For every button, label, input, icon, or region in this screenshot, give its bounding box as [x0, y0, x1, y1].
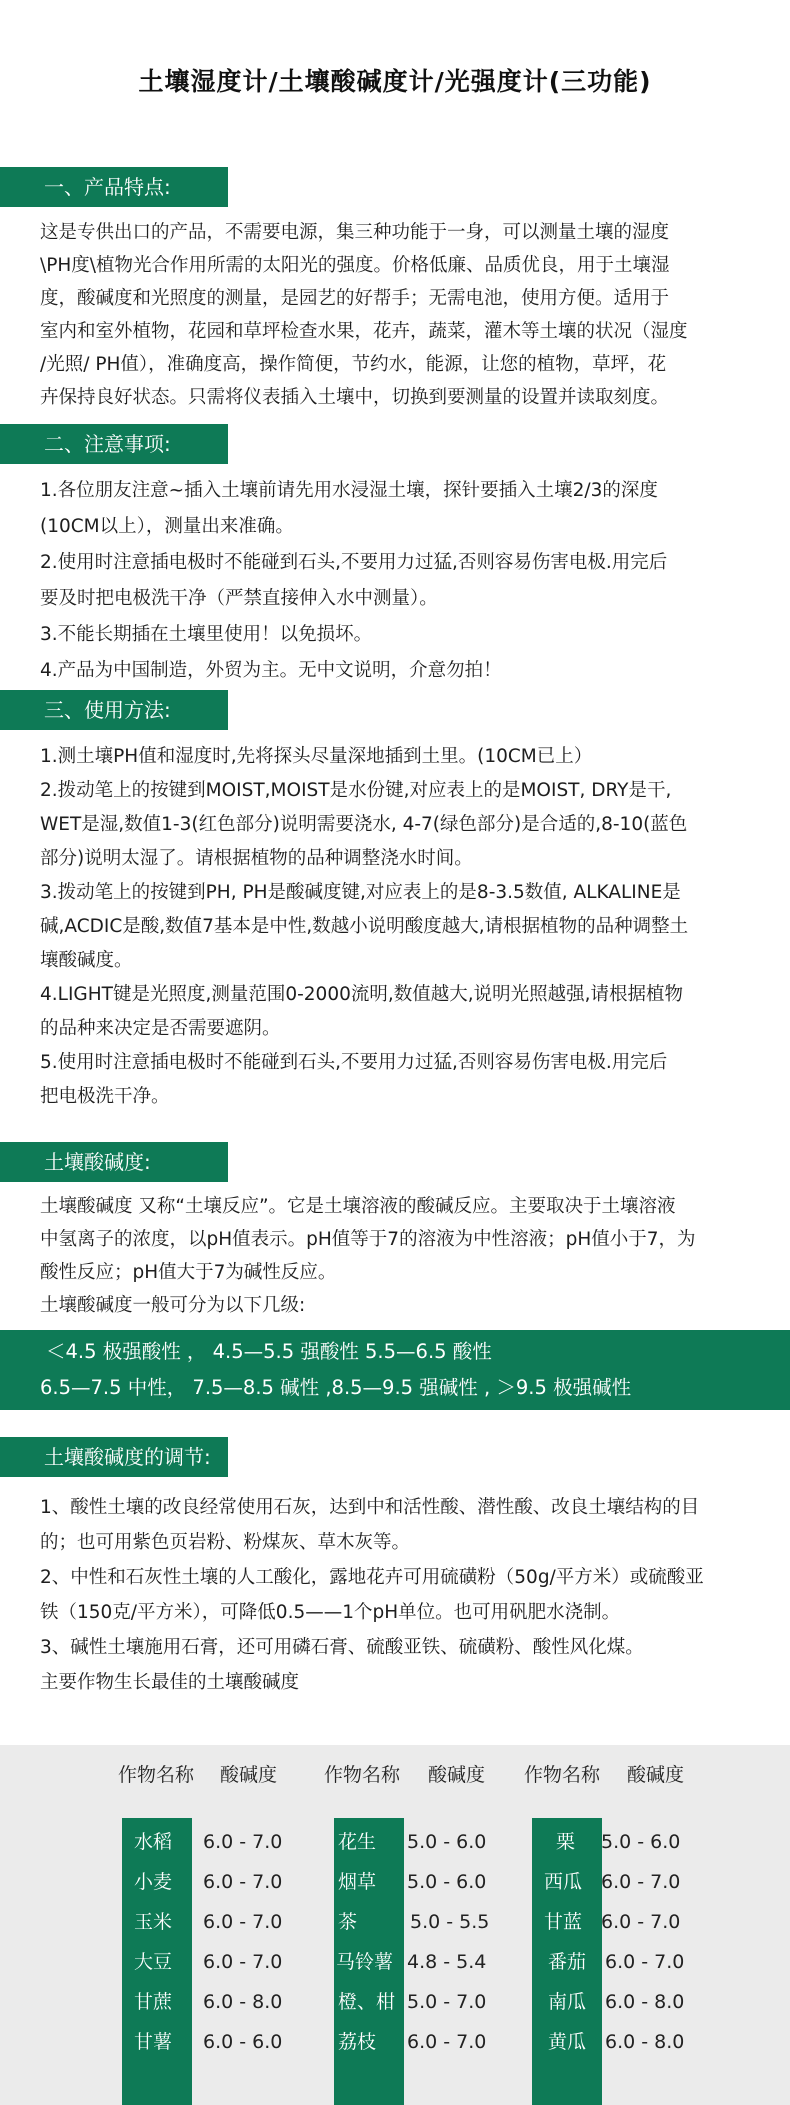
section-heading-usage: 三、使用方法: — [0, 690, 228, 730]
text-line: 室内和室外植物，花园和草坪检查水果，花卉，蔬菜，灌木等土壤的状况（湿度 — [40, 321, 688, 342]
crop-name: 荔枝 — [338, 2031, 377, 2053]
text-line: 1.测土壤PH值和湿度时,先将探头尽量深地插到土里。(10CM已上） — [40, 746, 593, 767]
text-line: 2.使用时注意插电极时不能碰到石头,不要用力过猛,否则容易伤害电极.用完后 — [40, 552, 668, 573]
crop-ph-value: 5.0 - 5.5 — [410, 1911, 490, 1933]
text-line: /光照/ PH值），准确度高，操作简便，节约水，能源，让您的植物，草坪，花 — [40, 354, 667, 375]
text-line: 3、碱性土壤施用石膏，还可用磷石膏、硫酸亚铁、硫磺粉、酸性风化煤。 — [40, 1637, 644, 1658]
column-header-crop: 作物名称 — [524, 1764, 601, 1786]
text-line: 5.使用时注意插电极时不能碰到石头,不要用力过猛,否则容易伤害电极.用完后 — [40, 1052, 668, 1073]
text-line: 土壤酸碱度 又称“土壤反应”。它是土壤溶液的酸碱反应。主要取决于土壤溶液 — [40, 1196, 676, 1217]
crop-ph-value: 6.0 - 7.0 — [407, 2031, 487, 2053]
text-line: 卉保持良好状态。只需将仪表插入土壤中，切换到要测量的设置并读取刻度。 — [40, 387, 670, 408]
text-line: 酸性反应；pH值大于7为碱性反应。 — [40, 1262, 337, 1283]
section-heading-acidity: 土壤酸碱度: — [0, 1142, 228, 1182]
column-header-ph: 酸碱度 — [220, 1764, 278, 1786]
text-line: 1.各位朋友注意~插入土壤前请先用水浸湿土壤，探针要插入土壤2/3的深度 — [40, 480, 658, 501]
crop-name: 大豆 — [134, 1951, 173, 1973]
text-line: 的；也可用紫色页岩粉、粉煤灰、草木灰等。 — [40, 1532, 411, 1553]
crop-name: 小麦 — [134, 1871, 173, 1893]
crop-ph-value: 6.0 - 8.0 — [605, 1991, 685, 2013]
crop-name: 水稻 — [134, 1831, 173, 1853]
crop-ph-value: 6.0 - 6.0 — [203, 2031, 283, 2053]
text-line: 土壤酸碱度一般可分为以下几级: — [40, 1295, 306, 1316]
features-text — [40, 216, 760, 414]
text-line: 4.LIGHT键是光照度,测量范围0-2000流明,数值越大,说明光照越强,请根据植物 — [40, 984, 684, 1005]
text-line: 把电极洗干净。 — [40, 1086, 170, 1107]
crop-name: 番茄 — [548, 1951, 587, 1973]
crop-name: 烟草 — [338, 1871, 377, 1893]
crop-name: 甘薯 — [134, 2031, 173, 2053]
page-title: 土壤湿度计/土壤酸碱度计/光强度计(三功能) — [138, 67, 652, 96]
crop-ph-value: 6.0 - 7.0 — [601, 1911, 681, 1933]
text-line: 壤酸碱度。 — [40, 950, 133, 971]
crop-name: 茶 — [338, 1911, 358, 1933]
acidity-text — [40, 1190, 760, 1322]
text-line: 3.拨动笔上的按键到PH, PH是酸碱度键,对应表上的是8-3.5数值, ALKALINE是 — [40, 882, 681, 903]
crop-ph-value: 6.0 - 7.0 — [203, 1951, 283, 1973]
crop-ph-value: 6.0 - 7.0 — [203, 1831, 283, 1853]
text-line: 主要作物生长最佳的土壤酸碱度 — [40, 1672, 300, 1693]
crop-ph-value: 6.0 - 8.0 — [605, 2031, 685, 2053]
crop-ph-value: 5.0 - 6.0 — [407, 1831, 487, 1853]
text-line: 2.拨动笔上的按键到MOIST,MOIST是水份键,对应表上的是MOIST, DRY是干, — [40, 780, 672, 801]
column-header-ph: 酸碱度 — [428, 1764, 486, 1786]
crop-name: 花生 — [338, 1831, 377, 1853]
column-header-crop: 作物名称 — [118, 1764, 195, 1786]
crop-ph-value: 6.0 - 7.0 — [605, 1951, 685, 1973]
crop-name: 栗 — [556, 1831, 576, 1853]
crop-name: 橙、柑 — [338, 1991, 396, 2013]
text-line: 的品种来决定是否需要遮阴。 — [40, 1018, 281, 1039]
crop-ph-value: 6.0 - 7.0 — [203, 1911, 283, 1933]
crop-name: 西瓜 — [544, 1871, 583, 1893]
text-line: 1、酸性土壤的改良经常使用石灰，达到中和活性酸、潜性酸、改良土壤结构的目 — [40, 1497, 700, 1518]
text-line: 铁（150克/平方米），可降低0.5——1个pH单位。也可用矾肥水浇制。 — [40, 1602, 621, 1623]
column-header-ph: 酸碱度 — [627, 1764, 685, 1786]
adjust-text — [40, 1490, 760, 1700]
crop-ph-value: 5.0 - 6.0 — [407, 1871, 487, 1893]
text-line: 这是专供出口的产品，不需要电源，集三种功能于一身，可以测量土壤的湿度 — [40, 222, 670, 243]
crop-name: 黄瓜 — [548, 2031, 587, 2053]
crop-name: 南瓜 — [548, 1991, 587, 2013]
acidity-levels-line: ＜4.5 极强酸性 ， 4.5—5.5 强酸性 5.5—6.5 酸性 — [46, 1340, 492, 1363]
section-heading-adjust: 土壤酸碱度的调节: — [0, 1437, 228, 1477]
text-line: 3.不能长期插在土壤里使用！以免损坏。 — [40, 624, 373, 645]
text-line: 要及时把电极洗干净（严禁直接伸入水中测量）。 — [40, 588, 438, 609]
column-header-crop: 作物名称 — [324, 1764, 401, 1786]
crop-name: 甘蓝 — [544, 1911, 583, 1933]
text-line: 中氢离子的浓度，以pH值表示。pH值等于7的溶液为中性溶液；pH值小于7，为 — [40, 1229, 696, 1250]
text-line: 碱,ACDIC是酸,数值7基本是中性,数越小说明酸度越大,请根据植物的品种调整土 — [40, 916, 689, 937]
notes-text — [40, 473, 760, 689]
text-line: 部分)说明太湿了。请根据植物的品种调整浇水时间。 — [40, 848, 473, 869]
crop-ph-value: 5.0 - 7.0 — [407, 1991, 487, 2013]
text-line: 2、中性和石灰性土壤的人工酸化，露地花卉可用硫磺粉（50g/平方米）或硫酸亚 — [40, 1567, 704, 1588]
crop-name: 马铃薯 — [336, 1951, 394, 1973]
crop-ph-value: 4.8 - 5.4 — [407, 1951, 487, 1973]
crop-ph-value: 6.0 - 7.0 — [601, 1871, 681, 1893]
acidity-levels-band — [0, 1330, 790, 1410]
text-line: \PH度\植物光合作用所需的太阳光的强度。价格低廉、品质优良，用于土壤湿 — [40, 255, 670, 276]
section-heading-features: 一、产品特点: — [0, 167, 228, 207]
section-heading-notes: 二、注意事项: — [0, 424, 228, 464]
text-line: 度，酸碱度和光照度的测量，是园艺的好帮手；无需电池，使用方便。适用于 — [40, 288, 670, 309]
usage-text — [40, 740, 760, 1114]
text-line: (10CM以上），测量出来准确。 — [40, 516, 294, 537]
text-line: WET是湿,数值1-3(红色部分)说明需要浇水, 4-7(绿色部分)是合适的,8-10(蓝色 — [40, 814, 688, 835]
crop-ph-value: 6.0 - 7.0 — [203, 1871, 283, 1893]
crop-name: 甘蔗 — [134, 1991, 173, 2013]
crop-ph-value: 5.0 - 6.0 — [601, 1831, 681, 1853]
text-line: 4.产品为中国制造，外贸为主。无中文说明，介意勿拍！ — [40, 660, 502, 681]
crop-name: 玉米 — [134, 1911, 173, 1933]
crop-ph-value: 6.0 - 8.0 — [203, 1991, 283, 2013]
acidity-levels-line: 6.5—7.5 中性， 7.5—8.5 碱性 ,8.5—9.5 强碱性 , ＞9.5 极强碱性 — [40, 1376, 632, 1399]
